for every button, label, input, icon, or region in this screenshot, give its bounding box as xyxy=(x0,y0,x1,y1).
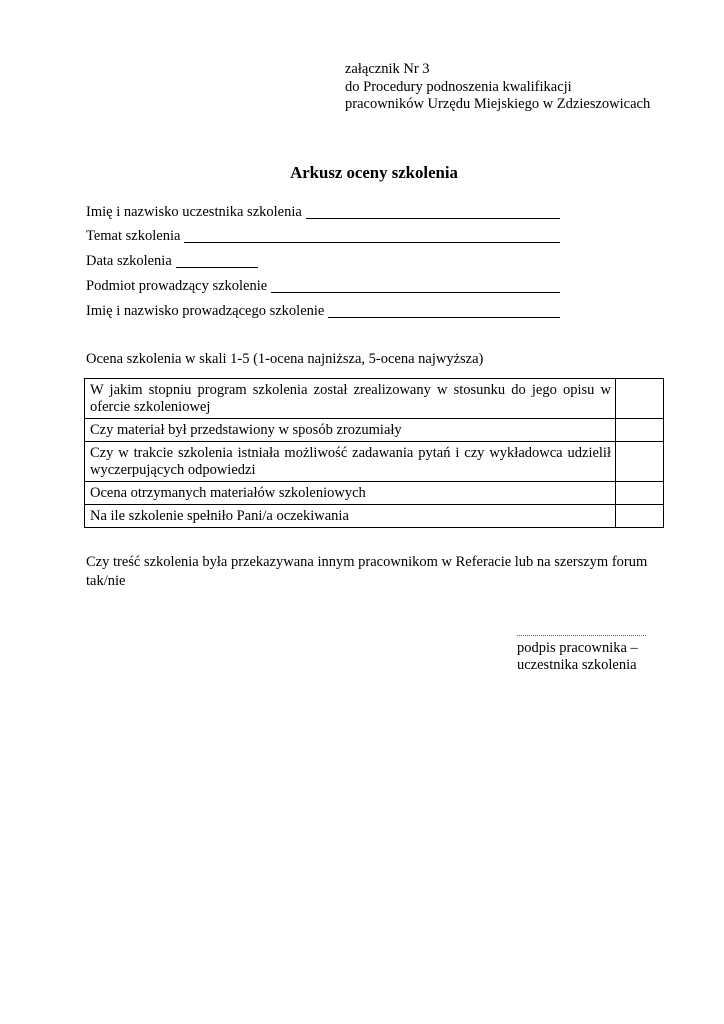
fill-in-line xyxy=(306,204,560,219)
dissemination-options: tak/nie xyxy=(86,573,126,589)
signature-caption-line1: podpis pracownika – xyxy=(517,639,638,656)
score-cell xyxy=(616,442,664,482)
score-cell xyxy=(616,419,664,442)
fill-in-line xyxy=(328,303,560,318)
rating-instruction: Ocena szkolenia w skali 1-5 (1-ocena najniższa, 5-ocena najwyższa) xyxy=(86,350,484,367)
attachment-header xyxy=(345,61,650,114)
field-label: Data szkolenia xyxy=(86,253,172,269)
table-row xyxy=(85,419,664,442)
table-row xyxy=(85,442,664,482)
field-trainer-name xyxy=(86,303,560,320)
document-title: Arkusz oceny szkolenia xyxy=(290,163,458,182)
table-row xyxy=(85,379,664,419)
attachment-number: załącznik Nr 3 xyxy=(345,61,430,77)
signature-caption-line2: uczestnika szkolenia xyxy=(517,656,637,673)
table-row xyxy=(85,482,664,505)
table-row xyxy=(85,505,664,528)
dissemination-question: Czy treść szkolenia była przekazywana innym pracownikom w Referacie lub na szerszym forum xyxy=(86,554,648,570)
signature-line xyxy=(517,635,646,636)
criterion-text: Na ile szkolenie spełniło Pani/a oczekiwania xyxy=(85,505,616,528)
criterion-text: Ocena otrzymanych materiałów szkoleniowych xyxy=(85,482,616,505)
signature-caption xyxy=(517,640,638,674)
field-training-date xyxy=(86,253,560,270)
field-training-provider xyxy=(86,278,560,295)
rating-table xyxy=(84,378,664,528)
criterion-text: Czy w trakcie szkolenia istniała możliwość zadawania pytań i czy wykładowca udzielił wyczerpujących odpowiedzi xyxy=(85,442,616,482)
field-label: Temat szkolenia xyxy=(86,228,181,245)
participant-fields xyxy=(86,204,560,328)
field-training-topic xyxy=(86,228,560,245)
criterion-text: W jakim stopniu program szkolenia został zrealizowany w stosunku do jego opisu w ofercie szkoleniowej xyxy=(85,379,616,419)
attachment-procedure: do Procedury podnoszenia kwalifikacji xyxy=(345,78,572,95)
field-label: Imię i nazwisko uczestnika szkolenia xyxy=(86,203,302,220)
score-cell xyxy=(616,482,664,505)
score-cell xyxy=(616,379,664,419)
field-label: Imię i nazwisko prowadzącego szkolenie xyxy=(86,302,325,319)
field-participant-name xyxy=(86,204,560,221)
fill-in-line xyxy=(184,228,560,243)
score-cell xyxy=(616,505,664,528)
fill-in-line xyxy=(271,278,560,293)
dissemination-section xyxy=(86,553,647,591)
criterion-text: Czy materiał był przedstawiony w sposób zrozumiały xyxy=(85,419,616,442)
field-label: Podmiot prowadzący szkolenie xyxy=(86,277,268,294)
attachment-institution: pracowników Urzędu Miejskiego w Zdzieszowicach xyxy=(345,96,651,112)
fill-in-line xyxy=(176,253,258,268)
